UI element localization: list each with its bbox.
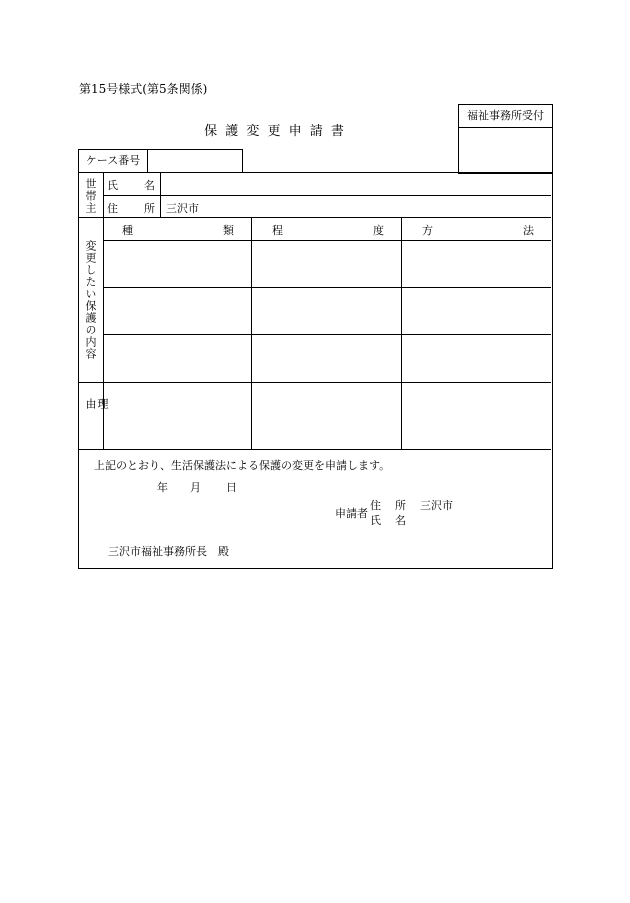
applicant-address-value: 三沢市	[420, 499, 453, 512]
date-day-label: 日	[226, 481, 237, 494]
date-year-label: 年	[157, 481, 168, 494]
form-title: 保 護 変 更 申 請 書	[204, 124, 346, 139]
date-month-label: 月	[190, 481, 201, 494]
applicant-name-label: 氏 名	[370, 514, 406, 527]
reason-label: 理 由	[84, 398, 109, 440]
col-method-header: 方 法	[422, 224, 534, 237]
case-number-label: ケース番号	[79, 150, 148, 172]
household-head-label: 世帯主	[84, 178, 97, 214]
name-field[interactable]	[161, 173, 550, 195]
address-value: 三沢市	[166, 202, 199, 215]
col-degree-header: 程 度	[272, 224, 384, 237]
name-label: 氏 名	[107, 179, 155, 192]
applicant-address-label: 住 所	[370, 499, 406, 512]
addressee: 三沢市福祉事務所長 殿	[108, 545, 229, 558]
case-number-box	[78, 149, 243, 173]
reception-label: 福祉事務所受付	[459, 105, 552, 128]
col-type-header: 種 類	[122, 224, 234, 237]
changes-label: 変更したい保護の内容	[84, 240, 97, 360]
applicant-label: 申請者	[335, 507, 368, 520]
case-number-field[interactable]	[148, 150, 242, 172]
statement: 上記のとおり、生活保護法による保護の変更を申請します。	[94, 459, 391, 472]
reception-stamp-box	[458, 104, 553, 174]
address-label: 住 所	[107, 202, 155, 215]
form-number: 第15号様式(第5条関係)	[79, 82, 208, 96]
